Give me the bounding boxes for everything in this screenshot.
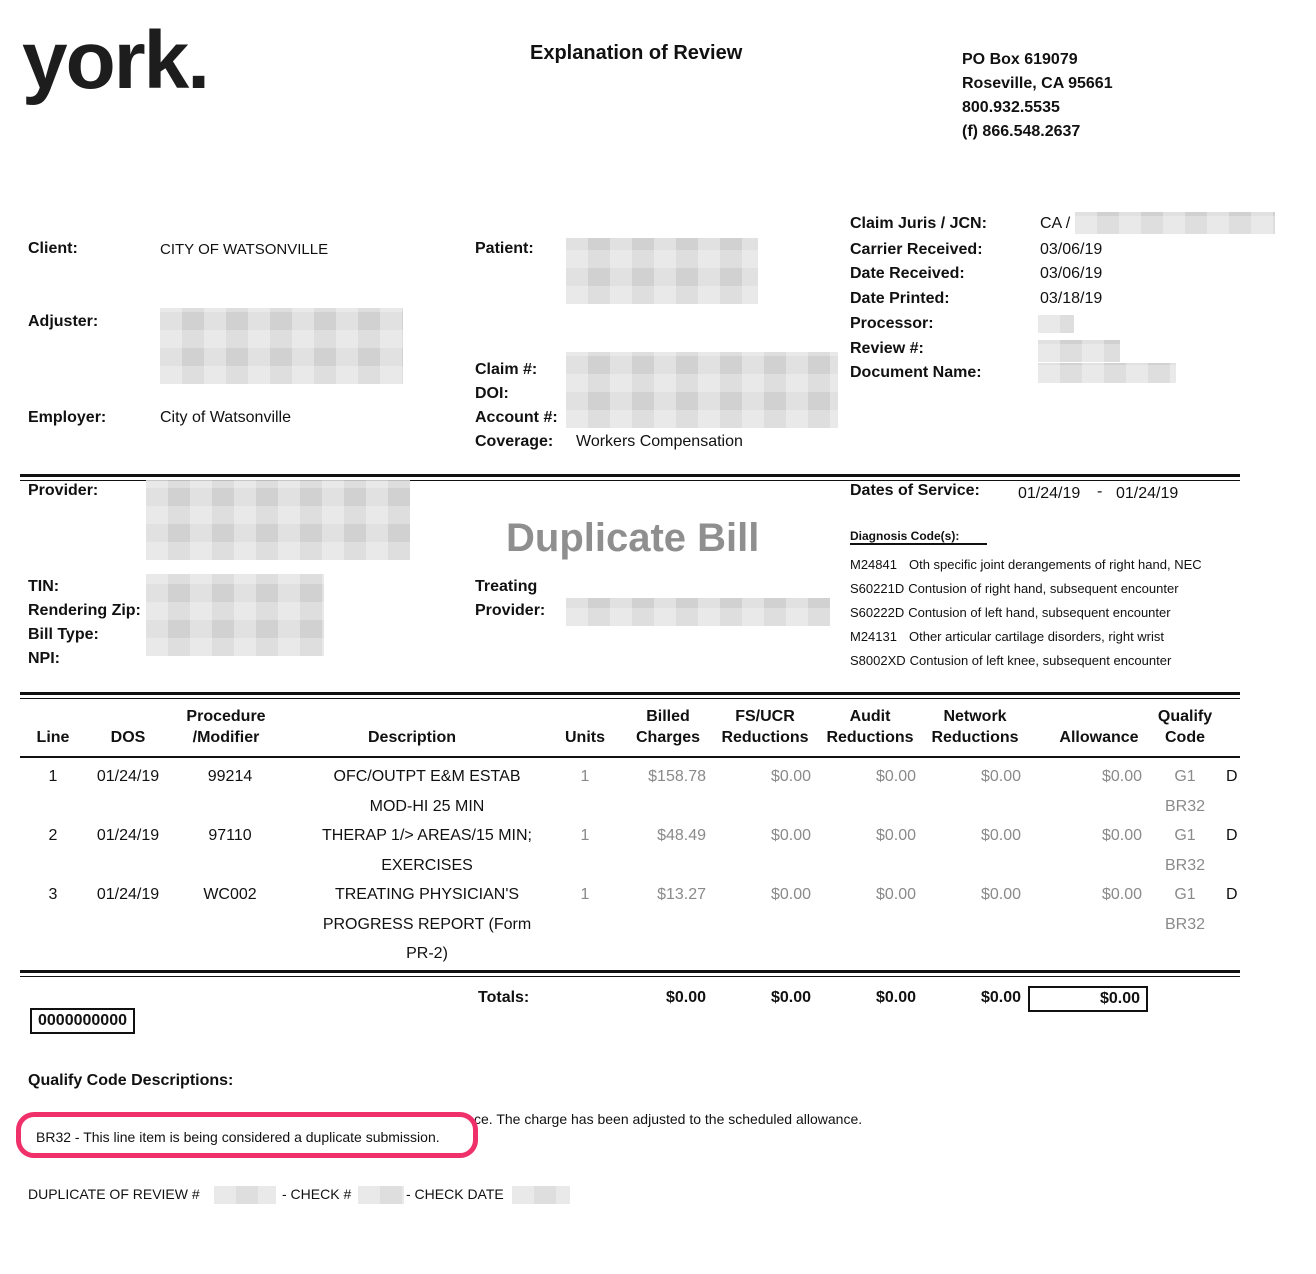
col-header-units: Units [565,729,605,746]
cell-line: 3 [48,886,58,903]
provider-redacted [146,480,410,560]
employer-label: Employer: [28,409,107,426]
dates-of-service-label: Dates of Service: [850,482,980,499]
cell-billed: $13.27 [657,886,706,903]
total-audit: $0.00 [875,989,916,1006]
provider-label: Provider: [28,482,99,499]
diagnosis-code: M24131 [850,629,897,644]
cell-network: $0.00 [980,768,1021,785]
claim-details-redacted [566,352,838,428]
patient-label: Patient: [475,240,534,257]
diagnosis-item [850,553,1202,577]
review-ref-redacted [214,1186,276,1204]
cell-extra: D [1226,827,1238,844]
section-divider-table-thin [20,698,1240,699]
diagnosis-code: M24841 [850,557,897,572]
cell-extra: D [1226,886,1238,903]
coverage-label: Coverage: [475,433,554,450]
cell-fsucr: $0.00 [770,886,811,903]
cell-procedure: WC002 [203,886,257,903]
processor-redacted [1038,315,1074,333]
duplicate-bill-watermark: Duplicate Bill [506,516,760,560]
col-header-dos: DOS [110,729,146,746]
rendering-zip-label: Rendering Zip: [28,602,141,619]
claim-juris-label: Claim Juris / JCN: [850,215,987,232]
tin-label: TIN: [28,578,60,595]
cell-extra: D [1226,768,1238,785]
client-value: CITY OF WATSONVILLE [160,241,329,258]
cell-qualify-1: G1 [1174,827,1196,844]
date-printed-value: 03/18/19 [1040,290,1103,307]
patient-redacted [566,238,758,304]
cell-qualify-2: BR32 [1164,915,1206,933]
cell-line: 1 [48,768,58,785]
cell-allowance: $0.00 [1101,886,1142,903]
table-header-divider [20,756,1240,758]
date-received-label: Date Received: [850,265,965,282]
adjuster-redacted [160,308,403,384]
total-billed: $0.00 [665,989,706,1006]
document-name-redacted [1038,363,1176,383]
cell-line: 2 [48,827,58,844]
col-header-procedure: Procedure /Modifier [186,708,266,746]
col-header-allowance: Allowance [1059,729,1139,746]
cell-description-line: PR-2) [406,945,448,962]
account-number-label: Account #: [475,409,558,426]
date-printed-label: Date Printed: [850,290,950,307]
doi-label: DOI: [475,385,509,402]
cell-qualify-2: BR32 [1164,856,1206,874]
footer-duplicate-of-review: DUPLICATE OF REVIEW # [28,1186,200,1202]
treating-label: Treating [475,578,538,595]
york-logo: york. [22,15,208,106]
check-date-redacted [512,1186,570,1204]
jcn-redacted [1075,212,1275,234]
diagnosis-item [850,577,1202,601]
qualify-description-partial: ce. The charge has been adjusted to the scheduled allowance. [474,1111,863,1127]
total-fsucr: $0.00 [770,989,811,1006]
cell-description-line: PROGRESS REPORT (Form [322,915,532,933]
provider-ids-redacted [146,574,324,656]
col-header-network: Network Reductions [931,708,1019,746]
cell-description-line: OFC/OUTPT E&M ESTAB [333,768,521,785]
dos-dash: - [1097,483,1103,500]
cell-billed: $158.78 [648,768,706,785]
treating-provider-label: Provider: [475,602,546,619]
address-phone: 800.932.5535 [962,99,1060,116]
diagnosis-code: S8002XD [850,653,906,668]
diagnosis-item [850,625,1202,649]
qualify-description-br32: BR32 - This line item is being considered a duplicate submission. [36,1129,440,1145]
section-divider-top [20,474,1240,477]
cell-audit: $0.00 [875,827,916,844]
review-number-redacted [1038,340,1120,362]
cell-qualify-1: G1 [1174,768,1196,785]
client-label: Client: [28,240,78,257]
employer-value: City of Watsonville [160,409,291,426]
col-header-qualify: Qualify Code [1157,708,1213,746]
coverage-value: Workers Compensation [576,433,743,450]
dos-to: 01/24/19 [1116,485,1179,502]
cell-description-line: MOD-HI 25 MIN [369,797,485,815]
processor-label: Processor: [850,315,934,332]
cell-fsucr: $0.00 [770,768,811,785]
cell-qualify-1: G1 [1174,886,1196,903]
diagnosis-list [850,553,1202,673]
carrier-received-label: Carrier Received: [850,241,983,258]
address-fax: (f) 866.548.2637 [962,123,1081,140]
date-received-value: 03/06/19 [1040,265,1103,282]
check-number-box: 0000000000 [30,1008,135,1034]
col-header-line: Line [36,729,70,746]
diagnosis-desc: Contusion of right hand, subsequent encounter [908,581,1179,596]
treating-provider-redacted [566,598,830,626]
section-divider-table [20,692,1240,695]
diagnosis-desc: Contusion of left knee, subsequent encounter [909,653,1172,668]
table-bottom-divider-thin [20,976,1240,977]
footer-check: - CHECK # [282,1186,352,1202]
table-bottom-divider [20,970,1240,973]
col-header-description: Description [367,729,456,746]
cell-audit: $0.00 [875,886,916,903]
diagnosis-desc: Contusion of left hand, subsequent encounter [908,605,1171,620]
diagnosis-code: S60222D [850,605,905,620]
address-block [962,48,1113,144]
claim-number-label: Claim #: [475,361,538,378]
total-allowance: $0.00 [1028,986,1148,1012]
cell-description-line: EXERCISES [381,856,473,874]
bill-type-label: Bill Type: [28,626,99,643]
carrier-received-value: 03/06/19 [1040,241,1103,258]
cell-allowance: $0.00 [1101,768,1142,785]
dos-from: 01/24/19 [1018,485,1081,502]
total-network: $0.00 [980,989,1021,1006]
cell-description-line: TREATING PHYSICIAN'S [334,886,520,903]
cell-network: $0.00 [980,886,1021,903]
cell-procedure: 97110 [208,827,252,844]
cell-billed: $48.49 [657,827,706,844]
cell-dos: 01/24/19 [96,886,160,903]
cell-units: 1 [580,827,590,844]
footer-check-date: - CHECK DATE [406,1186,504,1202]
address-po-box: PO Box 619079 [962,51,1078,68]
diagnosis-item [850,601,1202,625]
review-number-label: Review #: [850,340,924,357]
diagnosis-title: Diagnosis Code(s): [850,529,987,545]
diagnosis-code: S60221D [850,581,905,596]
npi-label: NPI: [28,650,60,667]
col-header-fsucr: FS/UCR Reductions [721,708,809,746]
cell-network: $0.00 [980,827,1021,844]
cell-procedure: 99214 [207,768,253,785]
document-title: Explanation of Review [530,42,743,64]
cell-description-line: THERAP 1/> AREAS/15 MIN; [321,827,532,844]
cell-dos: 01/24/19 [96,768,160,785]
cell-fsucr: $0.00 [770,827,811,844]
totals-label: Totals: [478,989,530,1006]
claim-juris-value: CA / [1040,215,1071,232]
diagnosis-desc: Oth specific joint derangements of right hand, NEC [908,557,1202,572]
cell-units: 1 [580,886,590,903]
cell-audit: $0.00 [875,768,916,785]
diagnosis-desc: Other articular cartilage disorders, right wrist [908,629,1165,644]
adjuster-label: Adjuster: [28,313,99,330]
cell-qualify-2: BR32 [1164,797,1206,815]
col-header-billed: Billed Charges [635,708,701,746]
address-city: Roseville, CA 95661 [962,75,1113,92]
diagnosis-item [850,649,1202,673]
document-name-label: Document Name: [850,364,982,381]
check-number-redacted [358,1186,404,1204]
qualify-descriptions-title: Qualify Code Descriptions: [28,1072,234,1089]
col-header-audit: Audit Reductions [826,708,914,746]
cell-allowance: $0.00 [1101,827,1142,844]
cell-dos: 01/24/19 [96,827,160,844]
cell-units: 1 [580,768,590,785]
